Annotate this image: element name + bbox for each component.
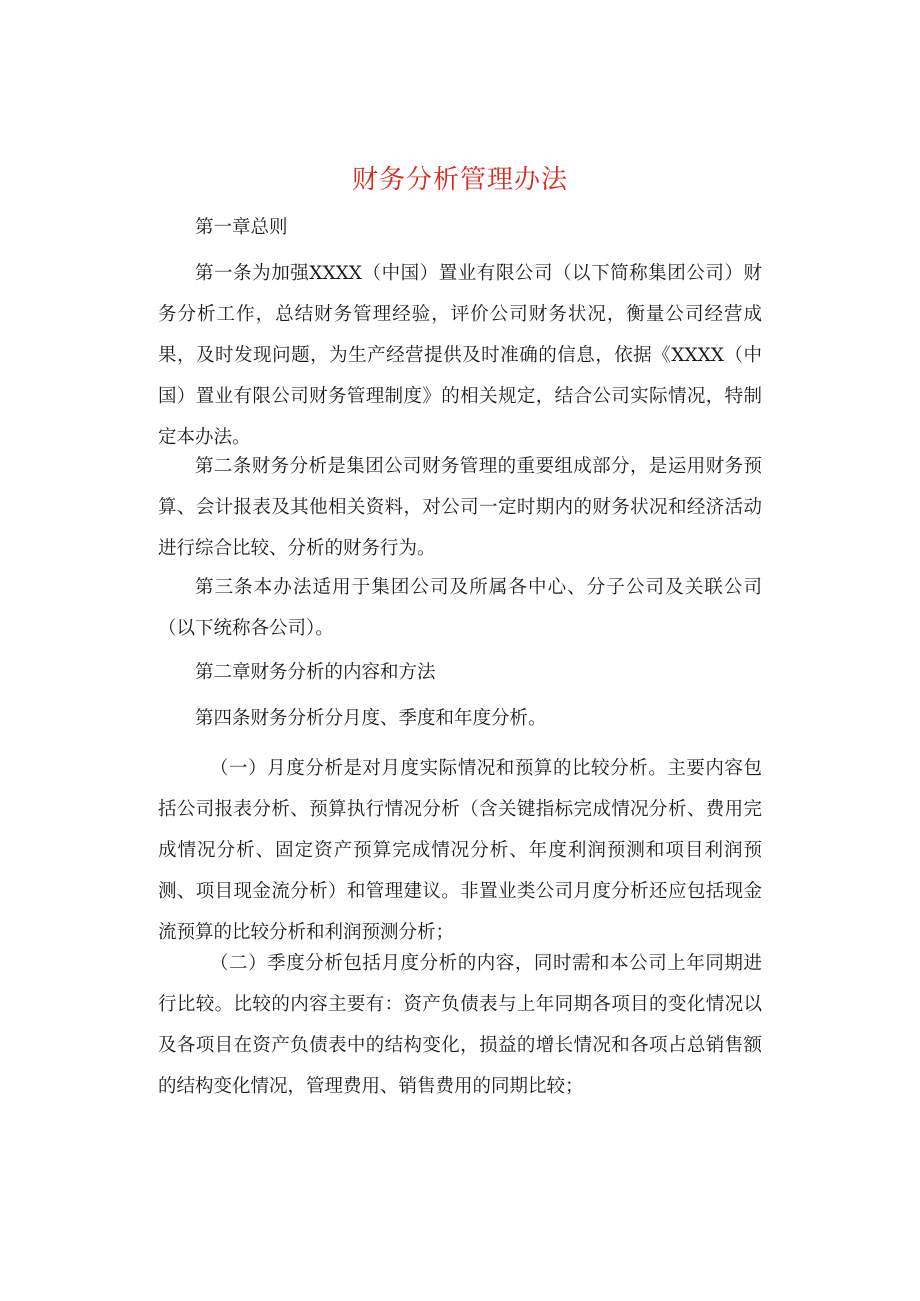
chapter-heading-2: 第二章财务分析的内容和方法 xyxy=(195,662,436,683)
article-2: 第二条财务分析是集团公司财务管理的重要组成部分，是运用财务预算、会计报表及其他相关资料，对公司一定时期内的财务状况和经济活动进行综合比较、分析的财务行为。 xyxy=(158,456,762,559)
item-2-quarterly-analysis: （二）季度分析包括月度分析的内容，同时需和本公司上年同期进行比较。比较的内容主要有：资产负债表与上年同期各项目的变化情况以及各项目在资产负债表中的结构变化，损益的增长情况和各项占总销售额的结构变化情况，管理费用、销售费用的同期比较； xyxy=(158,953,762,1097)
chapter-heading-1: 第一章总则 xyxy=(195,217,288,238)
item-1-monthly-analysis: （一）月度分析是对月度实际情况和预算的比较分析。主要内容包括公司报表分析、预算执行情况分析（含关键指标完成情况分析、费用完成情况分析、固定资产预算完成情况分析、年度利润预测和项目利润预测、项目现金流分析）和管理建议。非置业类公司月度分析还应包括现金流预算的比较分析和利润预测分析； xyxy=(158,758,762,943)
article-1: 第一条为加强XXXX（中国）置业有限公司（以下简称集团公司）财务分析工作，总结财务管理经验，评价公司财务状况，衡量公司经营成果，及时发现问题，为生产经营提供及时准确的信息，依据《XXXX（中国）置业有限公司财务管理制度》的相关规定，结合公司实际情况，特制定本办法。 xyxy=(158,263,762,448)
document-title: 财务分析管理办法 xyxy=(351,165,568,195)
article-3: 第三条本办法适用于集团公司及所属各中心、分子公司及关联公司（以下统称各公司）。 xyxy=(158,577,762,639)
article-4: 第四条财务分析分月度、季度和年度分析。 xyxy=(195,708,547,729)
